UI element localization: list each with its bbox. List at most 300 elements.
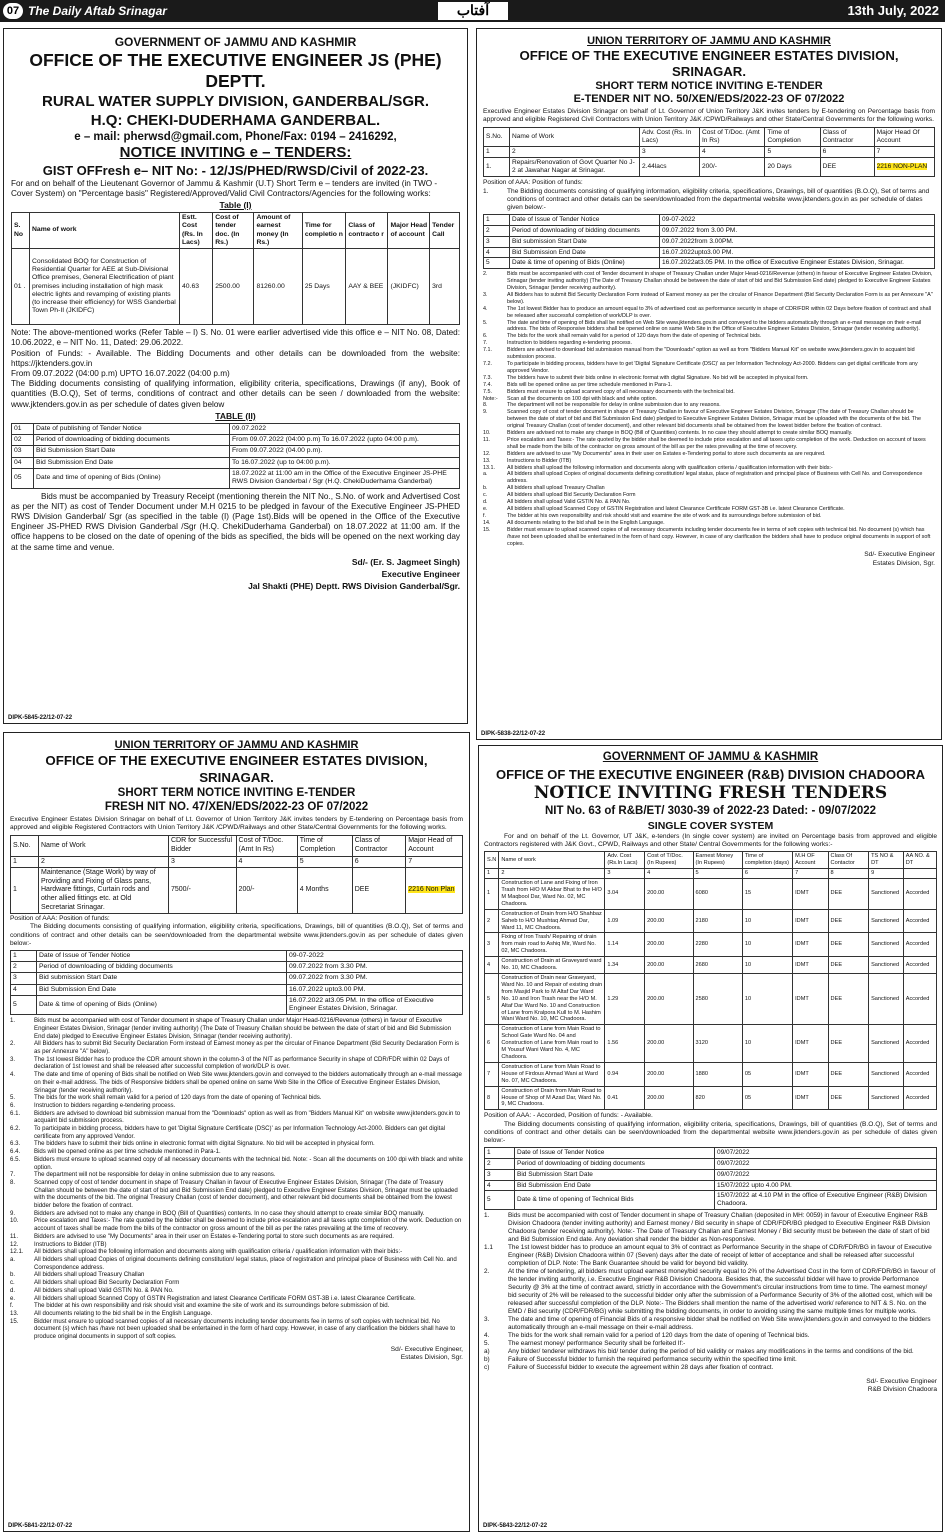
table-cell: 2500.00 bbox=[213, 249, 254, 325]
clause-number: 10. bbox=[10, 1217, 19, 1225]
clause-number: d. bbox=[10, 1286, 16, 1294]
table-cell: 6 bbox=[820, 147, 874, 158]
clause-number: 7. bbox=[10, 1171, 16, 1179]
table-cell: 4 bbox=[699, 147, 765, 158]
table-cell: 5 bbox=[765, 147, 820, 158]
clause-number: 7. bbox=[483, 340, 488, 347]
table-cell: 5 bbox=[484, 258, 510, 269]
clause-number: 3. bbox=[483, 291, 488, 298]
table-row bbox=[485, 1086, 937, 1110]
masthead-logo: آفتاب bbox=[438, 2, 508, 20]
table-cell: 2 bbox=[485, 909, 499, 933]
clause-number: 7.5. bbox=[483, 388, 492, 395]
clause-number: 5. bbox=[10, 1094, 16, 1102]
table-cell: 5 bbox=[11, 995, 37, 1014]
clause-text: All bidders shall upload Bid Security Declaration Form bbox=[507, 492, 636, 499]
clause-text: All bidders shall upload the following information and documents along with qualification criteria / qualification information with their bids:- bbox=[507, 464, 833, 471]
clause-text: Price escalation and Taxes:- The rate quoted by the bidder shall be deemed to include price escalation and all taxes upto completion of the work. Deduction on account of taxes shall be made from the bills of the contractor on gross amount of the bill as per the rates prevailing at the time of recovery. bbox=[34, 1217, 462, 1233]
table-cell: 200.00 bbox=[645, 1086, 693, 1110]
table-cell: 09.07.2022 from 3.30 PM. bbox=[287, 973, 463, 984]
col-name: Name of Work bbox=[510, 128, 640, 147]
table-cell: 7 bbox=[406, 856, 463, 868]
table-cell: 03 bbox=[12, 446, 34, 457]
table-cell: 5 bbox=[485, 974, 499, 1025]
clause-text: All documents relating to the bid shall be in the English Language. bbox=[34, 1309, 213, 1317]
table-cell: Bid Submission End Date bbox=[37, 984, 287, 995]
table-row bbox=[485, 1062, 937, 1086]
table-cell: DEE bbox=[828, 957, 869, 974]
table-cell: 3rd bbox=[430, 249, 460, 325]
dipk-ref: DIPK-5843-22/12-07-22 bbox=[483, 1523, 548, 1529]
table-cell: 09-07-2022 bbox=[287, 950, 463, 961]
table-cell: 200.00 bbox=[645, 1025, 693, 1063]
clause-text: Instructions to Bidder (ITB) bbox=[34, 1240, 107, 1248]
table-cell: 2180 bbox=[693, 909, 742, 933]
clause-text: Failure of Successful bidder to execute the agreement within 28 days after fixation of contract. bbox=[508, 1363, 774, 1371]
clause-text: All bidders shall upload the following information and documents along with qualification criteria / qualification information with their bids:- bbox=[34, 1248, 403, 1256]
table-cell: Accorded bbox=[903, 909, 936, 933]
clause-number: 10. bbox=[483, 430, 491, 437]
clause-text: Any bidder/ tenderer withdraws his bid/ tender during the period of bid validity or makes any modifications in the terms and conditions of the bid. bbox=[508, 1347, 914, 1355]
notice-title: SHORT TERM NOTICE INVITING E-TENDER bbox=[595, 80, 823, 92]
clause-number: a) bbox=[484, 1347, 490, 1355]
col-major: Major Head of Account bbox=[406, 836, 463, 856]
clause-number: 11. bbox=[10, 1232, 19, 1240]
works-table bbox=[11, 212, 460, 325]
table-cell: Sanctioned bbox=[869, 1086, 904, 1110]
table-cell: 5 bbox=[297, 856, 352, 868]
clause-number: 2. bbox=[10, 1040, 16, 1048]
table-cell: Accorded bbox=[903, 933, 936, 957]
clause-text: Bidders are advised to use "My Documents" area in their user on Estates e-Tendering portal to store such documents as are required. bbox=[507, 450, 826, 457]
clause-text: Bidders must ensure to upload scanned copy of all necessary documents with the technical bid. Note: - Scan all the documents on 100 dpi with black and white option. bbox=[34, 1155, 463, 1171]
clause-number: 13.1. bbox=[483, 464, 495, 471]
clause-text: All bidders shall upload Treasury Challan bbox=[507, 485, 605, 492]
clause-number: 7.4. bbox=[483, 381, 492, 388]
clause-number: 2. bbox=[484, 1267, 490, 1275]
clause-number: 5. bbox=[484, 1339, 490, 1347]
table-cell: 6080 bbox=[693, 879, 742, 910]
table-cell: Sanctioned bbox=[869, 933, 904, 957]
table-cell: Bid submission Start Date bbox=[510, 236, 660, 247]
clause-text: At the time of tendering, all bidders must upload earnest money/bid security equal to 2% of the Advertised Cost in the form of CDR/FDR/BG in favour of the tender inviting authority, i.e. Executive Engineer R&B Division Chadoora. Besides that, the successful bidder will have to provide Performance Security @ 3% at the time of contract award, strictly in accordance with the Government's circular instructions from time to time. The earnest money/ bid security of 2% will be released to the successful bidder only after the submission of a Performance Security of 3% of the allotted cost, which will be released after successful completion of the DLP. Note:- The Bidders shall mention the name of the advertised work/ reference to NIT & S. No. on the EMD / Bid security (CDR/FDR/BG) while submitting the bidding documents, in order to avoiding using the same multiple times for multiple works. bbox=[508, 1267, 936, 1315]
table-cell: 10 bbox=[742, 974, 792, 1025]
table-cell: To 16.07.2022 (up to 04:00 p.m). bbox=[230, 457, 460, 468]
table-cell: 6 bbox=[742, 869, 792, 879]
col-time: Time for completio n bbox=[302, 213, 346, 249]
col-sno: S. No bbox=[12, 213, 30, 249]
table-cell: IDMT bbox=[793, 1086, 828, 1110]
clause-number: 2. bbox=[483, 271, 488, 278]
table-cell: 02 bbox=[12, 435, 34, 446]
table-cell: Period of downloading of bidding documents bbox=[37, 962, 287, 973]
clause-number: 12. bbox=[10, 1240, 19, 1248]
table-cell: Period of downloading of bidding documents bbox=[34, 435, 230, 446]
col-doc: Cost of T/Doc. (Amt In Rs) bbox=[236, 836, 297, 856]
table-cell: 09/07/2022 bbox=[715, 1169, 937, 1180]
table-cell: 200/- bbox=[236, 868, 297, 914]
schedule-table bbox=[483, 214, 935, 269]
col-major: Major Head Of Account bbox=[874, 128, 934, 147]
table-cell: 15/07/2022 at 4.10 PM in the office of Executive Engineer (R&B) Division Chadoora. bbox=[715, 1191, 937, 1210]
col-time: Time of Completion bbox=[297, 836, 352, 856]
clause-number: 3. bbox=[484, 1315, 490, 1323]
col-cost: Estt. Cost (Rs. In Lacs) bbox=[180, 213, 213, 249]
col-sno: S.No. bbox=[484, 128, 510, 147]
bidding-text: The Bidding documents consisting of qualifying information, eligibility criteria, specifications, Drawings, bill of quantities (B.O.Q), Set of terms and conditions of contract and other details can be seen/downloaded from the departmental website www.jktenders.gov.in as per schedule of dates given below:- bbox=[507, 187, 930, 212]
signature-division: Estates Division, Sgr. bbox=[872, 559, 935, 567]
notice-ut-heading: UNION TERRITORY OF JAMMU AND KASHMIR bbox=[587, 35, 831, 47]
clause-text: Scan all the documents on 100 dpi with black and white option. bbox=[507, 395, 658, 402]
table-cell: 7500/- bbox=[169, 868, 237, 914]
table-cell: IDMT bbox=[793, 957, 828, 974]
signature-title: Sd/- Executive Engineer bbox=[864, 551, 935, 559]
clause-text: To participate in bidding process, bidders have to get 'Digital Signature Certificate (DSC)' as per Information Technology Act-2000. Bidders can get digital certificate from any approved Vendor. bbox=[34, 1125, 446, 1140]
table-cell: 4 bbox=[645, 869, 693, 879]
clause-text: Bidders are advised not to make any change in BOQ (Bill of Quantities) contents. In no case they should attempt to create similar BOQ manually. bbox=[34, 1209, 425, 1217]
aaa-text: Position of AAA: - Accorded, Position of funds: - Available. bbox=[484, 1112, 653, 1120]
table-cell: 01 bbox=[12, 423, 34, 434]
table-cell: 3 bbox=[485, 933, 499, 957]
table-cell: 16.07.2022upto3.00 PM. bbox=[660, 247, 935, 258]
newspaper-name: The Daily Aftab Srinagar bbox=[28, 4, 167, 18]
clause-list bbox=[484, 1212, 937, 1372]
table-cell: Bid Submission End Date bbox=[510, 247, 660, 258]
clause-number: 6.5. bbox=[10, 1155, 21, 1163]
clause-number: b. bbox=[10, 1271, 16, 1279]
clause-number: f. bbox=[483, 512, 486, 519]
clause-text: The earnest money/ performance Security shall be forfeited If:- bbox=[508, 1339, 686, 1347]
table-cell: 09.07.2022 from 3.00 PM. bbox=[660, 226, 935, 237]
clause-number: 4. bbox=[484, 1331, 490, 1339]
clause-text: The bidders have to submit their bids online in electronic format with digital Signature. No bid will be accepted in physical form. bbox=[34, 1140, 375, 1148]
table-cell: 4 bbox=[484, 247, 510, 258]
table-cell: 15/07/2022 upto 4.00 PM. bbox=[715, 1180, 937, 1191]
clause-number: 6.4. bbox=[10, 1148, 21, 1156]
schedule-table bbox=[10, 950, 463, 1015]
col-time: Time of completion (days) bbox=[742, 852, 792, 869]
col-earnest: Earnest Money (In Rupees) bbox=[693, 852, 742, 869]
clause-number: c. bbox=[483, 492, 488, 499]
clause-number: 5. bbox=[483, 319, 488, 326]
table-cell: Construction of Drain from H/O Shahbaz Saheb to H/O Mushtaq Ahmad Dar, Ward 11, MC Chadoora. bbox=[499, 909, 605, 933]
clause-text: The bids for the work shall remain valid for a period of 120 days from the date of opening of Technical bids. bbox=[507, 333, 762, 340]
clause-number: 13. bbox=[483, 457, 491, 464]
col-name: Name of Work bbox=[39, 836, 169, 856]
table-cell: DEE bbox=[828, 1062, 869, 1086]
clause-number: 12. bbox=[483, 450, 491, 457]
table-cell: IDMT bbox=[793, 1062, 828, 1086]
table-cell: 4 bbox=[485, 957, 499, 974]
table-cell: IDMT bbox=[793, 933, 828, 957]
table-cell: 4 Months bbox=[297, 868, 352, 914]
clause-text: The bids for the work shall remain valid for a period of 120 days from the date of opening of Technical bids. bbox=[34, 1094, 322, 1102]
clause-text: Bids must be accompanied with cost of Tender document in shape of Treasury Challan under Major Head-0216/Revenue (others) in favour of Executive Engineer Estates Division, Srinagar (tender inviting authority) (The Date of Treasury Challan should be between the date of start of bid and Bid Submission End date) pledged to Executive Engineer Estates Division, Srinagar (tender receiving authority). bbox=[34, 1017, 451, 1040]
table-row bbox=[485, 974, 937, 1025]
table-cell: Construction of Lane and Fixing of Iron Trash from H/O M Akbar Bhat to the H/O M Maqbool Dar, Ward No. 02, MC Chadoora. bbox=[499, 879, 605, 910]
clause-number: 4. bbox=[10, 1071, 16, 1079]
table-cell: DEE bbox=[828, 1086, 869, 1110]
works-table bbox=[10, 835, 463, 914]
signature-division: R&B Division Chadoora bbox=[867, 1386, 937, 1394]
table-cell: 8 bbox=[828, 869, 869, 879]
notice-estates-nit-47 bbox=[3, 732, 470, 1532]
table-row bbox=[485, 933, 937, 957]
table-cell: 1 bbox=[484, 147, 510, 158]
table-cell: Date of Issue of Tender Notice bbox=[515, 1148, 715, 1159]
clause-number: c) bbox=[484, 1363, 490, 1371]
clause-text: All bidders shall upload Valid GSTIN No. & PAN No. bbox=[34, 1286, 174, 1294]
clause-number: 14. bbox=[483, 519, 491, 526]
table-cell: Maintenance (Stage Work) by way of Providing and Fixing of Glass pans, Hardware fittings, Curtain rods and other allied fittings etc. at Old Secretariat Srinagar. bbox=[39, 868, 169, 914]
table-cell: 40.63 bbox=[180, 249, 213, 325]
clause-text: All Bidders has to submit Bid Security Declaration Form instead of Earnest money as per the circular of Finance Department (Bid Security Declaration Form is as per Annexure "A" below). bbox=[507, 291, 933, 305]
table-cell: 81260.00 bbox=[254, 249, 302, 325]
col-class: Class Of Contactor bbox=[828, 852, 869, 869]
clause-text: Bidders must ensure to upload scanned copy of all necessary documents with the technical bid. bbox=[507, 388, 735, 395]
clause-text: To participate in bidding process, bidders have to get 'Digital Signature Certificate (DSC)' as per Information Technology Act-2000. Bidders can get digital certificate from any approved Vendor. bbox=[507, 360, 918, 374]
col-ts: TS NO & DT bbox=[869, 852, 904, 869]
col-doc: Cost of T/Doc. (Amt In Rs) bbox=[699, 128, 765, 147]
clause-number: 7.1. bbox=[483, 347, 492, 354]
clause-text: Bidders are advised to download bid submission manual from the "Downloads" option as well as from "Bidders Manual Kit" on website www.jktenders.gov.in to acquaint bid submission process. bbox=[34, 1109, 461, 1125]
clause-text: Bids will be opened online as per time schedule mentioned in Para-1. bbox=[507, 381, 673, 388]
table-cell: 09-07-2022 bbox=[660, 215, 935, 226]
table-cell: Date & time of opening of Technical Bids bbox=[515, 1191, 715, 1210]
notice-contact: e – mail: pherwsd@gmail.com, Phone/Fax: 0194 – 2416292, bbox=[74, 131, 397, 143]
table-cell: 1 bbox=[11, 856, 39, 868]
dipk-ref: DIPK-5841-22/12-07-22 bbox=[8, 1523, 73, 1529]
notice-title: SHORT TERM NOTICE INVITING E-TENDER bbox=[117, 787, 356, 799]
table-cell: 3 bbox=[169, 856, 237, 868]
table-cell: DEE bbox=[828, 879, 869, 910]
table-cell: 15 bbox=[742, 879, 792, 910]
clause-number: c. bbox=[10, 1279, 15, 1287]
clause-text: All bidders shall upload Bid Security Declaration Form bbox=[34, 1279, 180, 1287]
table-cell: 05 bbox=[742, 1086, 792, 1110]
table-cell: 1.29 bbox=[605, 974, 645, 1025]
clause-number: 9. bbox=[10, 1209, 16, 1217]
signature-title: Sd/- Executive Engineer bbox=[866, 1377, 937, 1385]
clause-text: The date and time of opening of Financial Bids of a responsive bidder shall be notified on Web Site www.jktenders.gov.in and conveyed to the bidders automatically through an e-mail message on their e-mail address. bbox=[508, 1315, 931, 1331]
table-cell: 1 bbox=[485, 869, 499, 879]
table-cell: Date of Issue of Tender Notice bbox=[37, 950, 287, 961]
notice-phe-ganderbal bbox=[3, 28, 468, 724]
table-cell: Accorded bbox=[903, 974, 936, 1025]
clause-number: 8. bbox=[10, 1178, 16, 1186]
clause-number: 6.2. bbox=[10, 1125, 21, 1133]
table-cell: 5 bbox=[693, 869, 742, 879]
notice-gov-heading: GOVERNMENT OF JAMMU & KASHMIR bbox=[602, 751, 819, 763]
table-cell: 0.94 bbox=[605, 1062, 645, 1086]
bidding-text: The Bidding documents consisting of qualifying information, eligibility criteria, specifications, Drawings, bill of quantities (B.O.Q), Set of terms and conditions of contract and other details can be seen/downloaded from the departmental website www.jktenders.gov.in as per schedule of dates given below:- bbox=[484, 1120, 937, 1144]
clause-list bbox=[483, 271, 935, 547]
table-cell: 2680 bbox=[693, 957, 742, 974]
clause-text: Instructions to Bidder (ITB) bbox=[507, 457, 572, 464]
table-cell: 10 bbox=[742, 1025, 792, 1063]
clause-number: 7.2. bbox=[483, 360, 492, 367]
table-cell: Repairs/Renovation of Govt Quarter No J-2 at Jawahar Nagar at Srinagar. bbox=[510, 158, 640, 177]
table-cell: Sanctioned bbox=[869, 957, 904, 974]
clause-text: The 1st lowest Bidder has to produce an amount equal to 3% of advertised cost as performance security in shape of CDR/FDR within 02 Days before fixation of contract and shall be released after successful completion of work/DLP is over. bbox=[507, 305, 931, 319]
clause-number: a. bbox=[483, 471, 488, 478]
col-call: Tender Call bbox=[430, 213, 460, 249]
table-cell: 3120 bbox=[693, 1025, 742, 1063]
table-cell: 09.07.2022 bbox=[230, 423, 460, 434]
clause-text: The bidder at his own responsibility and risk should visit and examine the site of work and its surroundings before submission of bid. bbox=[34, 1302, 390, 1310]
table-cell: From 09.07.2022 (04.00 p.m). bbox=[230, 446, 460, 457]
signature-department: Jal Shakti (PHE) Deptt. RWS Division Ganderbal/Sgr. bbox=[248, 580, 460, 591]
table2-caption: TABLE (II) bbox=[215, 410, 256, 421]
table-cell: 10 bbox=[742, 957, 792, 974]
table-cell: AAY & BEE bbox=[346, 249, 388, 325]
notice-cover-system: SINGLE COVER SYSTEM bbox=[647, 820, 774, 832]
table-cell: 7 bbox=[793, 869, 828, 879]
table-cell: 4 bbox=[236, 856, 297, 868]
col-earnest: Amount of earnest money (In Rs.) bbox=[254, 213, 302, 249]
notice-division: RURAL WATER SUPPLY DIVISION, GANDERBAL/SGR. bbox=[42, 93, 429, 110]
clause-list bbox=[10, 1017, 463, 1341]
table-cell: 10 bbox=[742, 933, 792, 957]
table-cell: Fixing of Iron Trash/ Repairing of drain from main road to Ashiq Mir, Ward No. 02, MC Chadoora. bbox=[499, 933, 605, 957]
col-tender-doc: Cost of tender doc. (In Rs.) bbox=[213, 213, 254, 249]
table-cell: Construction of Lane from Main Road to School Gate Ward No. 04 and Construction of Lane from Main road to M Yousuf Wani Ward No. 4, MC Chadoora. bbox=[499, 1025, 605, 1063]
table-cell: 1 bbox=[484, 215, 510, 226]
col-mh: M.H OF Account bbox=[793, 852, 828, 869]
clause-text: The 1st lowest bidder has to produce an amount equal to 3% of contract as Performance Security in the shape of CDR/FDR/BG in favour of Executive Engineer (R&B) Division Chadoora within 07 (Seven) days after the date of receipt of letter of acceptance and shall be released after successful completion of DLP. Note: The Bank Guarantee should be valid for beyond bid validity. bbox=[508, 1243, 932, 1267]
notice-ut-heading: UNION TERRITORY OF JAMMU AND KASHMIR bbox=[114, 739, 359, 751]
clause-text: Failure of Successful bidder to furnish the required performance security within the specified time limit. bbox=[508, 1355, 797, 1363]
table-cell: 4 bbox=[11, 984, 37, 995]
clause-text: The bidder at his own responsibility and risk should visit and examine the site of work and its surroundings before submission of bid. bbox=[507, 512, 822, 519]
clause-text: Scanned copy of cost of tender document in shape of Treasury Challan in favour of Executive Engineer Estates Division, Srinagar (The date of Treasury Challan should be between the date of start of bid and Bid Submission End date) pledged to Executive Engineer Estates Division, Srinagar must be uploaded with the documents of the bid. The original Treasury Challan (cost of tender document), and other relevant bid documents shall be obtained from the lowest bidder before the fixation of contract. bbox=[34, 1178, 458, 1210]
page-header bbox=[0, 0, 945, 22]
table-row bbox=[485, 909, 937, 933]
table-cell: Date & time of opening of Bids (Online) bbox=[510, 258, 660, 269]
table-cell: Bid submission Start Date bbox=[37, 973, 287, 984]
table-cell: IDMT bbox=[793, 879, 828, 910]
col-major-head: Major Head of account bbox=[388, 213, 430, 249]
table-cell: 4 bbox=[485, 1180, 515, 1191]
clause-number: e. bbox=[483, 506, 488, 513]
notice-title: NOTICE INVITING e – TENDERS: bbox=[119, 144, 352, 161]
notice-rb-chadoora bbox=[478, 745, 943, 1532]
table-cell: Construction of Lane from Main Road to House of Firdous Ahmad Wani at Ward No. 07, MC Chadoora. bbox=[499, 1062, 605, 1086]
clause-number: 8. bbox=[483, 402, 488, 409]
clause-number: 13. bbox=[10, 1309, 19, 1317]
clause-text: All bidders shall upload Valid GSTIN No. & PAN No. bbox=[507, 499, 631, 506]
clause-text: The bidders have to submit their bids online in electronic format with digital Signature. No bid will be accepted in physical form. bbox=[507, 374, 809, 381]
notice-office-heading: OFFICE OF THE EXECUTIVE ENGINEER ESTATES DIVISION, SRINAGAR. bbox=[519, 48, 899, 79]
clause-number: 1.1 bbox=[484, 1243, 493, 1251]
dipk-ref: DIPK-5845-22/12-07-22 bbox=[8, 715, 73, 721]
table-cell: IDMT bbox=[793, 974, 828, 1025]
table-cell: Bid Submission End Date bbox=[515, 1180, 715, 1191]
table-cell: Date & time of opening of Bids (Online) bbox=[37, 995, 287, 1014]
clause-number: Note:- bbox=[483, 395, 498, 402]
major-head-highlight: 2216 NON-PLAN bbox=[876, 163, 928, 171]
table-cell: 3.04 bbox=[605, 879, 645, 910]
table-cell: 7 bbox=[485, 1062, 499, 1086]
clause-text: All Bidders has to submit Bid Security Declaration Form instead of Earnest money as per the circular of Finance Department (Bid Security Declaration Form is as per Annexure "A" below). bbox=[34, 1040, 460, 1055]
clause-text: Bidders are advised to use "My Documents" area in their user on Estates e-Tendering portal to store such documents as are required. bbox=[34, 1232, 394, 1240]
table-cell: 2 bbox=[39, 856, 169, 868]
signature-title: Executive Engineer bbox=[381, 568, 460, 579]
clause-text: Bidder must ensure to upload scanned copies of all necessary documents including tender documents fee in terms of soft copies with technical bid. No document (s) which has /have not been uploaded shall be entertained in the form of hard copy. However, in case of any clarification the bidders shall have to produce original documents in support of soft copies. bbox=[507, 526, 931, 547]
clause-number: b) bbox=[484, 1355, 490, 1363]
col-sn: S.N bbox=[485, 852, 499, 869]
clause-number: 6.1. bbox=[10, 1109, 21, 1117]
clause-text: Bidder must ensure to upload scanned copies of all necessary documents including tender documents fee in terms of soft copies with technical bid. No document (s) which has /have not been uploaded shall be entertained in the form of hard copy. However, in case of any clarification the bidders shall have to produce original documents in support of soft copies. bbox=[34, 1317, 456, 1341]
table-cell: 2.44lacs bbox=[640, 158, 700, 177]
table-cell: 09.07.2022 from 3.30 PM. bbox=[287, 962, 463, 973]
issue-date: 13th July, 2022 bbox=[847, 3, 939, 18]
table-cell: Date of Issue of Tender Notice bbox=[510, 215, 660, 226]
table-cell: From 09.07.2022 (04:00 p.m) To 16.07.2022 (upto 04:00 p.m). bbox=[230, 435, 460, 446]
notice-estates-nit-50: UNION TERRITORY OF JAMMU AND KASHMIR OFFICE OF THE EXECUTIVE ENGINEER ESTATES DIVISION, SRINAGAR. SHORT TERM NOTICE INVITING E-TENDER E-TENDER NIT NO. 50/XEN/EDS/2022-23 OF 07/2022 Executive Engineer Estates Division Srinagar on behalf of Lt. Governor of Union Territory J&K invites tenders by E-tendering on Percentage basis from approved and eligible Registered Civil Contractors with Union Territory J&K /CPWD/Railways and other State/Central Governments for the following works. S.No. Name of Work Adv. Cost (Rs. In Lacs) Cost of T/Doc. (Amt In Rs) Time of Completion Class of Contractor Major Head Of Account 1 2 3 4 5 6 7 1. Repairs/Renovation of Govt Quarter No J-2 at Jawahar Nagar at Srinagar. 2.44lacs 200/- 20 Days DEE 2216 NON-PLAN Position of AAA: Position of funds: 1. The Bidding documents consisting of qualifying information, eligibility criteria, specifications, Drawings, bill of quantities (B.O.Q), Set of terms and conditions of contract and other details can be seen/downloaded from the departmental website www.jktenders.gov.in as per schedule of dates given below:- 1 Date of Issue of Tender Notice 09-07-2022 2 Period of downloading of bidding documents 09.07.2022 from 3.00 PM. 3 Bid submission Start Date 09.07.2022from 3.00PM. 4 Bid Submission End Date 16.07.2022upto3.00 PM. 5 Date & time of opening of Bids (Online) 16.07.2022at3.05 PM. In the office of Executive Engineer Estates Division, Srinagar. 2. Bids must be accompanied with cost of Tender document in shape of Treasury Challan under Major Head-0216/Revenue (others) in favour of Executive Engineer Estates Division, Srinagar (tender inviting authority) (The Date of Treasury Challan should be between the date of start of bid and Bid Submission End date) pledged to Executive Engineer Estates Division, Srinagar (tender receiving authority). 3. All Bidders has to submit Bid Security Declaration Form instead of Earnest money as per the circular of Finance Department (Bid Security Declaration Form is as per Annexure "A" below). 4. The 1st lowest Bidder has to produce an amount equal to 3% of advertised cost as performance security in shape of CDR/FDR within 02 Days before fixation of contract and shall be released after successful completion of work/DLP is over. 5. The date and time of opening of Bids shall be notified on Web Site www.jktenders.gov.in and conveyed to the bidders automatically through an e-mail message on their e-mail address. The bids of Responsive bidders shall be opened online on same Web Site in the Office of Executive Engineer Estates Division, Srinagar (tender receiving authority). 6. The bids for the work shall remain valid for a period of 120 days from the date of opening of Technical bids. 7. Instruction to bidders regarding e-tendering process. 7.1. Bidders are advised to download bid submission manual from the "Downloads" option as well as from "Bidders Manual Kit" on website www.jktenders.gov.in to acquaint bid submission process. 7.2. To participate in bidding process, bidders have to get 'Digital Signature Certificate (DSC)' as per Information Technology Act-2000. Bidders can get digital certificate from any approved Vendor. 7.3. The bidders have to submit their bids online in electronic format with digital Signature. No bid will be accepted in physical form. 7.4. Bids will be opened online as per time schedule mentioned in Para-1. 7.5. Bidders must ensure to upload scanned copy of all necessary documents with the technical bid. Note:- Scan all the documents on 100 dpi with black and white option. 8. The department will not be responsible for delay in online submission due to any reasons. 9. Scanned copy of cost of tender document in shape of Treasury Challan in favour of Executive Engineer Estates Division, Srinagar (The date of Treasury Challan should be between the date of start of bid and Bid Submission End date) pledged to Executive Engineer Estates Division, Srinagar must be uploaded with the documents of the bid. The original Treasury Challan (cost of tender document), and other relevant bid documents shall be obtained from the lowest bidder before the fixation of contract. 10. Bidders are advised not to make any change in BOQ (Bill of Quantities) contents. In no case they should attempt to create similar BOQ manually. 11. Price escalation and Taxes:- The rate quoted by the bidder shall be deemed to include price escalation and all taxes upto completion of the work. Deduction on account of taxes shall be made from the bills of the contractor on gross amount of the bill as per the rates prevailing at the time of recovery. 12. Bidders are advised to use "My Documents" area in their user on Estates e-Tendering portal to store such documents as are required. 13. Instructions to Bidder (ITB) 13.1. All bidders shall upload the following information and documents along with qualification criteria / qualification information with their bids:- a. All bidders shall upload Copies of original documents defining constitution/ legal status, place of registration and principal place of Business with Cell No. and Correspondence address. b. All bidders shall upload Treasury Challan c. All bidders shall upload Bid Security Declaration Form d. All bidders shall upload Valid GSTIN No. & PAN No. e. All bidders shall upload Scanned Copy of GSTIN Registration and latest Clearance Certificate FORM GST-3B i.e. latest Clearance Certificate. f. The bidder at his own responsibility and risk should visit and examine the site of work and its surroundings before submission of bid. 14. All documents relating to the bid shall be in the English Language. 15. Bidder must ensure to upload scanned copies of all necessary documents including tender documents fee in terms of soft copies with technical bid. No document (s) which has /have not been uploaded shall be entertained in the form of hard copy. However, in case of any clarification the bidders shall have to produce original documents in support of soft copies. Sd/- Executive Engineer Estates Division, Sgr. DIPK-5838-22/12-07-22 bbox=[476, 28, 942, 740]
notice-office-heading: OFFICE OF THE EXECUTIVE ENGINEER (R&B) DIVISION CHADOORA bbox=[495, 767, 926, 782]
clause-text: All bidders shall upload Treasury Challan bbox=[34, 1271, 145, 1279]
table-cell: 200.00 bbox=[645, 974, 693, 1025]
clause-number: 6. bbox=[483, 333, 488, 340]
table-cell: 2 bbox=[499, 869, 605, 879]
clause-number: f. bbox=[10, 1302, 14, 1310]
table-cell: 04 bbox=[12, 457, 34, 468]
table-cell: 1.14 bbox=[605, 933, 645, 957]
col-name: Name of work bbox=[30, 213, 180, 249]
table-cell: 1 bbox=[485, 1148, 515, 1159]
table-cell: 2280 bbox=[693, 933, 742, 957]
col-class: Class of contracto r bbox=[346, 213, 388, 249]
table-cell: 5 bbox=[485, 1191, 515, 1210]
clause-text: Bids will be opened online as per time schedule mentioned in Para-1. bbox=[34, 1148, 221, 1156]
clause-text: The date and time of opening of Bids shall be notified on Web Site www.jktenders.gov.in and conveyed to the bidders automatically through an e-mail message on their e-mail address. The bids of Responsive bidders shall be opened online on same Web Site in the Office of Executive Engineer Estates Division, Srinagar (tender receiving authority). bbox=[34, 1071, 462, 1094]
table-cell: Sanctioned bbox=[869, 1025, 904, 1063]
clause-text: Instruction to bidders regarding e-tendering process. bbox=[34, 1101, 176, 1109]
table-cell: 200.00 bbox=[645, 879, 693, 910]
table-row bbox=[485, 957, 937, 974]
notice-gist: GIST OFFresh e– NIT No: - 12/JS/PHED/RWSD/Civil of 2022-23. bbox=[42, 163, 429, 178]
table-cell: Sanctioned bbox=[869, 1062, 904, 1086]
table-cell: 2 bbox=[11, 962, 37, 973]
signature-division: Estates Division, Sgr. bbox=[400, 1353, 463, 1361]
clause-number: d. bbox=[483, 499, 488, 506]
clause-text: The department will not be responsible for delay in online submission due to any reasons. bbox=[507, 402, 721, 409]
clause-number: 4. bbox=[483, 305, 488, 312]
table1-caption: Table (I) bbox=[219, 200, 252, 210]
table-cell: IDMT bbox=[793, 1025, 828, 1063]
notice-office-heading: OFFICE OF THE EXECUTIVE ENGINEER JS (PHE) DEPTT. bbox=[29, 50, 442, 91]
note-text: Note: The above-mentioned works (Refer Table – I) S. No. 01 were earlier advertised vide this office e – NIT No. 08, Dated: 10.06.2022, e – NIT No. 11, Dated: 29.06.2022. bbox=[11, 328, 460, 348]
aaa-text: Position of AAA: Position of funds: bbox=[483, 179, 583, 187]
table-cell: Accorded bbox=[903, 1062, 936, 1086]
table-cell: 9 bbox=[869, 869, 904, 879]
col-class: Class of Contractor bbox=[820, 128, 874, 147]
table-cell: Consolidated BOQ for Construction of Residential Quarter for AEE at Sub-Divisional Office premises, General Electrification of plant premises including installation of high mask electric lights and revamping of existing plants (to increase their efficiency) for WSS Ganderbal Town Ph-II (JKIDFC) bbox=[30, 249, 180, 325]
clause-text: Scanned copy of cost of tender document in shape of Treasury Challan in favour of Executive Engineer Estates Division, Srinagar (The date of Treasury Challan should be between the date of start of bid and Bid Submission End date) pledged to Executive Engineer Estates Division, Srinagar must be uploaded with the documents of the bid. The original Treasury Challan (cost of tender document), and other relevant bid documents shall be obtained from the lowest bidder before the fixation of contract. bbox=[507, 409, 922, 430]
col-cost: Adv. Cost (Rs. In Lacs) bbox=[640, 128, 700, 147]
table-cell: Bid Submission Start Date bbox=[515, 1169, 715, 1180]
table-cell: Sanctioned bbox=[869, 974, 904, 1025]
table-cell: Sanctioned bbox=[869, 879, 904, 910]
table-cell: 200.00 bbox=[645, 933, 693, 957]
table-cell: DEE bbox=[820, 158, 874, 177]
table-cell: Accorded bbox=[903, 1086, 936, 1110]
clause-number: 15. bbox=[483, 526, 491, 533]
table-cell: 1 bbox=[11, 868, 39, 914]
table-cell: 1. bbox=[484, 158, 510, 177]
notice-intro: Executive Engineer Estates Division Srinagar on behalf of Lt. Governor of Union Territory J&K invites tenders by E-tendering on Percentage basis from approved and eligible Registered Civil Contractors with Union Territory J&K /CPWD/Railways and other State/Central Governments for the following works. bbox=[483, 108, 935, 124]
